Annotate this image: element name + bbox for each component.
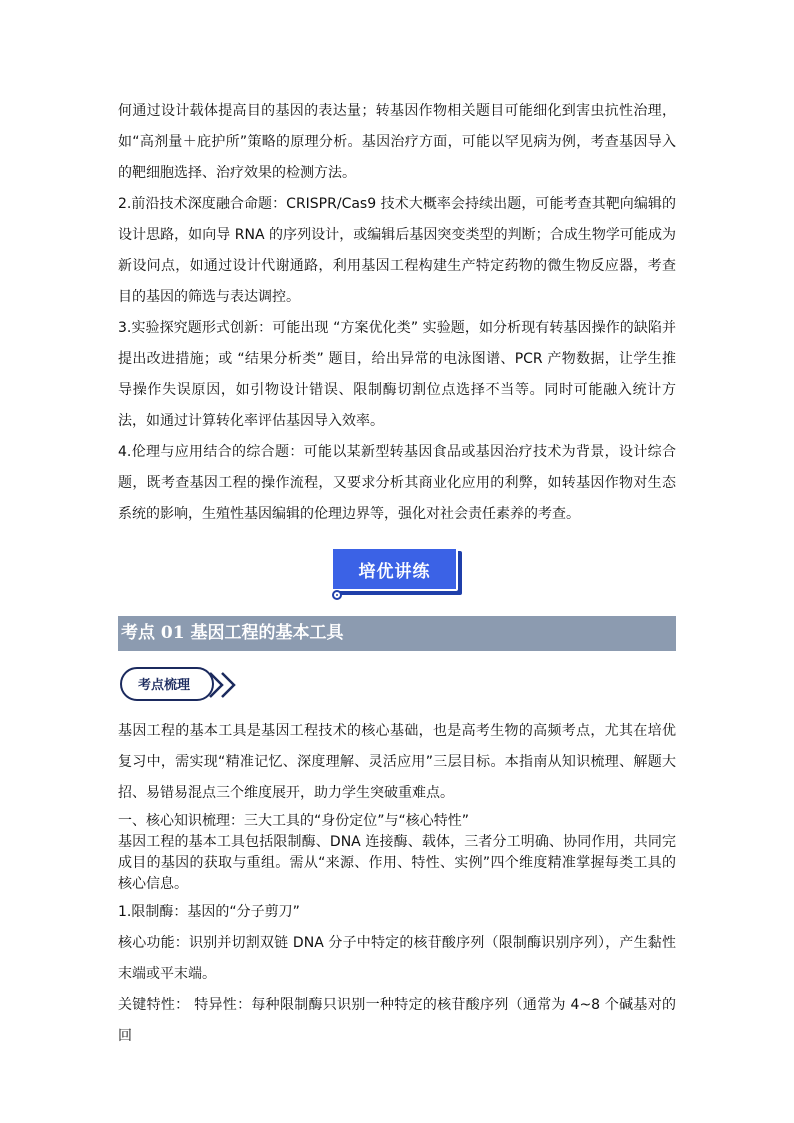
- heading-core-knowledge: 一、核心知识梳理：三大工具的“身份定位”与“核心特性”: [118, 813, 470, 829]
- paragraph-experiment: 3.实验探究题形式创新：可能出现 “方案优化类” 实验题，如分析现有转基因操作的缺陷并提出改进措施；或 “结果分析类” 题目，给出异常的电泳图谱、PCR 产物数据，让学生推导操作失误原因，如引物设计错误、限制酶切割位点选择不当等。同时可能融入统计方法，如通过计算转化率评估基因导入效率。: [118, 320, 676, 429]
- banner-label: 培优讲练: [331, 547, 458, 591]
- paragraph-frontier-tech: 2.前沿技术深度融合命题：CRISPR/Cas9 技术大概率会持续出题，可能考查其靶向编辑的设计思路，如向导 RNA 的序列设计，或编辑后基因突变类型的判断；合成生物学可能成为新设问点，如通过设计代谢通路，利用基因工程构建生产特定药物的微生物反应器，考查目的基因的筛选与表达调控。: [118, 196, 676, 305]
- core-function-text: 核心功能：识别并切割双链 DNA 分子中特定的核苷酸序列（限制酶识别序列），产生黏性末端或平末端。: [118, 935, 676, 982]
- tag-box: [120, 667, 214, 701]
- paragraph-ethics: 4.伦理与应用结合的综合题：可能以某新型转基因食品或基因治疗技术为背景，设计综合题，既考查基因工程的操作流程，又要求分析其商业化应用的利弊，如转基因作物对生态系统的影响，生殖性基因编辑的伦理边界等，强化对社会责任素养的考查。: [118, 444, 676, 522]
- item-restriction-enzyme: 1.限制酶：基因的“分子剪刀”: [118, 904, 300, 920]
- double-chevron-right-icon: [208, 671, 242, 699]
- banner-dot-icon: [332, 590, 342, 600]
- section-title: 考点 01 基因工程的基本工具: [121, 623, 344, 643]
- intro-paragraph: 基因工程的基本工具是基因工程技术的核心基础，也是高考生物的高频考点，尤其在培优复习中，需实现“精准记忆、深度理解、灵活应用”三层目标。本指南从知识梳理、解题大招、易错易混点三个维度展开，助力学生突破重难点。: [118, 723, 676, 801]
- tag-kaodian-shuli: [120, 667, 242, 703]
- paragraph-continued: 何通过设计载体提高目的基因的表达量；转基因作物相关题目可能细化到害虫抗性治理，如“高剂量＋庇护所”策略的原理分析。基因治疗方面，可能以罕见病为例，考查基因导入的靶细胞选择、治疗效果的检测方法。: [118, 103, 676, 181]
- lower-content: [118, 716, 676, 1052]
- key-property-text: 关键特性： 特异性：每种限制酶只识别一种特定的核苷酸序列（通常为 4~8 个碱基对的回: [118, 997, 676, 1044]
- top-paragraphs: [118, 96, 676, 530]
- banner-peiyou: [331, 547, 464, 599]
- section-header: [118, 616, 676, 651]
- tag-label: 考点梳理: [138, 678, 191, 693]
- summary-paragraph: 基因工程的基本工具包括限制酶、DNA 连接酶、载体，三者分工明确、协同作用，共同完成目的基因的获取与重组。需从“来源、作用、特性、实例”四个维度精准掌握每类工具的核心信息。: [118, 834, 676, 892]
